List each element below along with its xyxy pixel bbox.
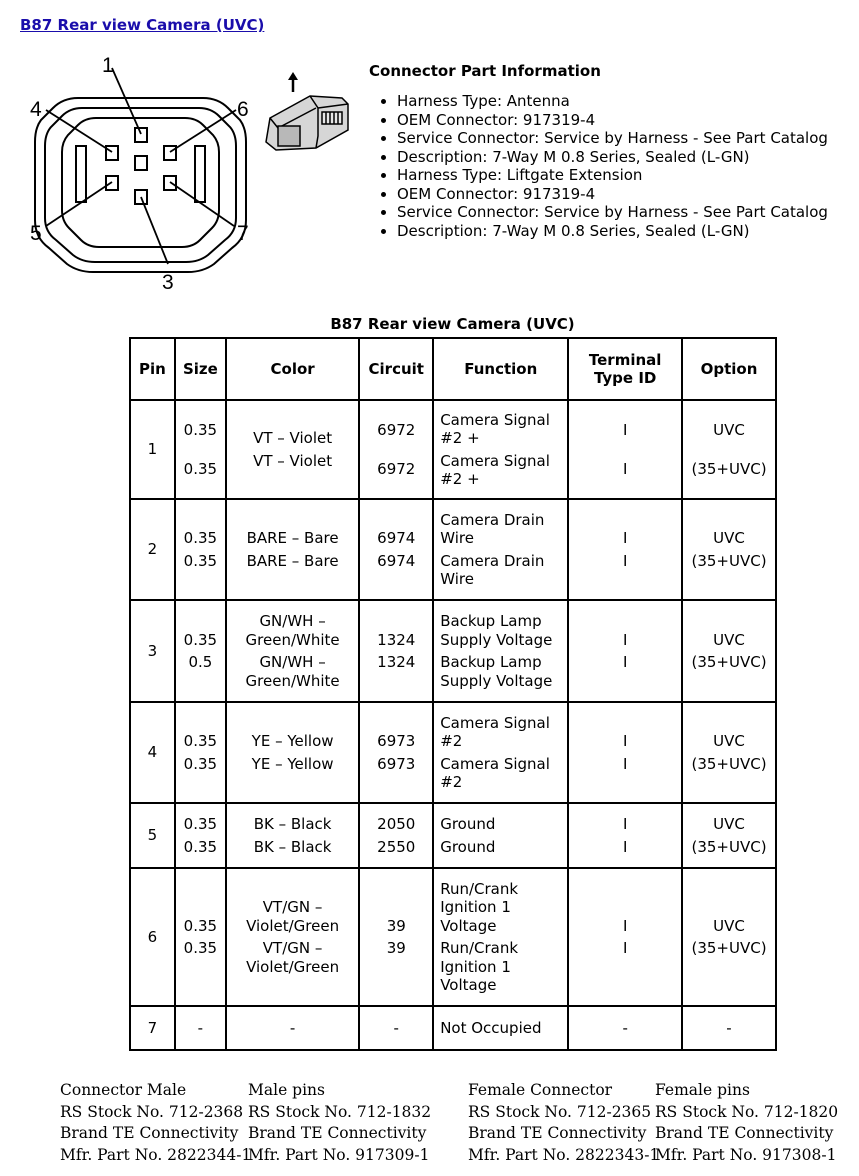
cell-circuit-value: 1324 [377, 630, 416, 649]
cell-size-value: 0.35 [183, 939, 218, 957]
header-terminal-type-id: Terminal Type ID [568, 338, 682, 400]
cell-function-value: Camera Signal #2 [440, 754, 550, 791]
connector-face-diagram [18, 50, 263, 300]
cell-option [682, 868, 776, 1006]
pin-callout-4: 4 [30, 98, 42, 121]
footer-line: RS Stock No. 712-2365 [468, 1102, 652, 1121]
cell-size-value: 0.35 [183, 529, 218, 547]
cell-circuit-value: 6974 [377, 529, 416, 547]
cell-terminal-type-id-value: I [622, 754, 628, 773]
cell-function [433, 400, 568, 499]
cell-pin: 2 [130, 499, 175, 600]
cell-terminal-type-id [568, 1006, 682, 1050]
cell-pin: 7 [130, 1006, 175, 1050]
cell-option [682, 400, 776, 499]
cell-function-value: Camera Signal #2 + [440, 410, 550, 447]
cell-pin: 5 [130, 803, 175, 868]
footer-column-male-pins [248, 1080, 431, 1166]
cell-terminal-type-id-value: I [622, 732, 628, 750]
cell-size [175, 400, 226, 499]
pin-callout-7: 7 [237, 222, 249, 245]
cell-terminal-type-id-value: I [622, 551, 628, 570]
cell-color-value: BARE – Bare [246, 551, 339, 570]
cell-circuit [359, 868, 433, 1006]
table-row [130, 1006, 776, 1050]
cell-size-value: 0.35 [183, 837, 218, 856]
cell-color [226, 803, 359, 868]
cell-circuit-value: 39 [386, 916, 406, 935]
footer-line: Brand TE Connectivity [468, 1124, 647, 1142]
cell-color-value: BK – Black [253, 837, 332, 856]
cell-circuit-value: 39 [386, 939, 406, 957]
cell-color-value: GN/WH – Green/White [245, 653, 340, 690]
footer-line: Brand TE Connectivity [60, 1124, 239, 1142]
cell-color-value: - [289, 1018, 296, 1037]
cell-terminal-type-id [568, 600, 682, 702]
cell-pin: 6 [130, 868, 175, 1006]
cell-size-value: 0.35 [183, 459, 218, 478]
footer-line: Brand TE Connectivity [248, 1124, 427, 1142]
cell-pin: 1 [130, 400, 175, 499]
cell-size-value: 0.35 [183, 421, 218, 439]
cell-function [433, 803, 568, 868]
cell-terminal-type-id [568, 499, 682, 600]
cell-circuit-value: 6973 [377, 732, 416, 750]
cell-option [682, 803, 776, 868]
cell-circuit [359, 1006, 433, 1050]
cell-terminal-type-id-value: I [622, 916, 628, 935]
cell-function-value: Camera Signal #2 [440, 713, 550, 750]
info-item: • Description: 7-Way M 0.8 Series, Sealed (L-GN) [397, 222, 859, 241]
cell-function-value: Run/Crank Ignition 1 Voltage [440, 939, 519, 994]
cell-size-value: 0.35 [183, 815, 218, 833]
cell-terminal-type-id [568, 702, 682, 803]
cell-color-value: YE – Yellow [251, 732, 334, 750]
cell-color-value: GN/WH – Green/White [245, 612, 340, 649]
pin-callout-6: 6 [237, 98, 249, 121]
cell-function-value: Camera Drain Wire [440, 551, 545, 588]
pin-callout-3: 3 [162, 271, 174, 294]
cell-option-value: (35+UVC) [691, 939, 767, 957]
cell-circuit [359, 803, 433, 868]
cell-pin: 4 [130, 702, 175, 803]
table-row [130, 803, 776, 868]
cell-circuit-value: 6972 [377, 459, 416, 478]
cell-color [226, 400, 359, 499]
footer-line: Mfr. Part No. 2822344-1 [60, 1145, 252, 1164]
cell-circuit [359, 499, 433, 600]
footer-line: Female Connector [468, 1081, 613, 1099]
cell-color [226, 1006, 359, 1050]
footer-line: Mfr. Part No. 917308-1 [655, 1145, 837, 1164]
cell-color [226, 868, 359, 1006]
table-row [130, 400, 776, 499]
cell-circuit-value: 6974 [377, 551, 416, 570]
cell-function-value: Camera Drain Wire [440, 510, 545, 547]
info-heading: Connector Part Information [369, 62, 601, 80]
pin-callout-1: 1 [102, 54, 114, 77]
info-list [369, 92, 859, 240]
cell-color-value: VT/GN – Violet/Green [246, 898, 340, 935]
cell-option [682, 499, 776, 600]
cell-size-value: - [197, 1018, 204, 1037]
pinout-table [129, 337, 777, 1051]
cell-option-value: UVC [713, 916, 745, 935]
cell-terminal-type-id-value: I [622, 529, 628, 547]
info-item: • OEM Connector: 917319-4 [397, 111, 859, 130]
cell-terminal-type-id-value: I [622, 630, 628, 649]
cell-terminal-type-id-value: I [622, 815, 628, 833]
cell-size [175, 499, 226, 600]
info-item: • Service Connector: Service by Harness - See Part Catalog [397, 203, 859, 222]
cell-option-value: UVC [713, 815, 745, 833]
cell-function-value: Backup Lamp Supply Voltage [440, 653, 553, 690]
cell-circuit [359, 702, 433, 803]
cell-function [433, 499, 568, 600]
cell-size [175, 1006, 226, 1050]
cell-size-value: 0.5 [188, 653, 213, 671]
cell-function-value: Run/Crank Ignition 1 Voltage [440, 879, 519, 935]
cell-color-value: VT – Violet [253, 451, 333, 470]
footer-column-female-pins [655, 1080, 838, 1166]
cell-size-value: 0.35 [183, 630, 218, 649]
cell-circuit-value: 1324 [377, 653, 416, 671]
cell-terminal-type-id-value: I [622, 459, 628, 478]
cell-terminal-type-id [568, 868, 682, 1006]
cell-option [682, 702, 776, 803]
cell-size [175, 803, 226, 868]
cell-terminal-type-id-value: I [622, 421, 628, 439]
cell-size-value: 0.35 [183, 754, 218, 773]
cell-size-value: 0.35 [183, 916, 218, 935]
cell-function [433, 1006, 568, 1050]
cell-size-value: 0.35 [183, 551, 218, 570]
info-item: • Service Connector: Service by Harness - See Part Catalog [397, 129, 859, 148]
cell-circuit-value: 6973 [377, 754, 416, 773]
cell-pin: 3 [130, 600, 175, 702]
table-row [130, 600, 776, 702]
connector-part-information [369, 62, 859, 240]
header-size: Size [175, 338, 226, 400]
cell-terminal-type-id-value: I [622, 653, 628, 671]
footer-line: RS Stock No. 712-2368 [60, 1102, 244, 1121]
cell-option-value: UVC [713, 421, 745, 439]
cell-color-value: VT – Violet [253, 429, 333, 447]
cell-function [433, 868, 568, 1006]
cell-circuit [359, 600, 433, 702]
cell-function-value: Not Occupied [440, 1018, 542, 1037]
footer-line: Brand TE Connectivity [655, 1124, 834, 1142]
info-item: • OEM Connector: 917319-4 [397, 185, 859, 204]
cell-option-value: (35+UVC) [691, 837, 767, 856]
cell-terminal-type-id-value: - [622, 1018, 628, 1037]
cell-option-value: (35+UVC) [691, 754, 767, 773]
cell-function-value: Camera Signal #2 + [440, 451, 550, 488]
cell-circuit-value: 2550 [377, 837, 416, 856]
page-title-link[interactable]: B87 Rear view Camera (UVC) [20, 16, 265, 34]
cell-size [175, 702, 226, 803]
cell-function-value: Backup Lamp Supply Voltage [440, 612, 553, 649]
cell-option-value: (35+UVC) [691, 459, 767, 478]
info-item: • Harness Type: Liftgate Extension [397, 166, 859, 185]
cell-size [175, 600, 226, 702]
connector-plug-icon [258, 68, 358, 168]
cell-size [175, 868, 226, 1006]
info-item: • Description: 7-Way M 0.8 Series, Sealed (L-GN) [397, 148, 859, 167]
pin-callout-5: 5 [30, 222, 42, 245]
footer-line: Female pins [655, 1081, 750, 1099]
cell-function-value: Ground [440, 815, 496, 833]
table-header-row [130, 338, 776, 400]
cell-circuit [359, 400, 433, 499]
table-caption: B87 Rear view Camera (UVC) [330, 315, 575, 333]
cell-color-value: BARE – Bare [246, 529, 339, 547]
cell-option [682, 600, 776, 702]
cell-color [226, 499, 359, 600]
header-circuit: Circuit [359, 338, 433, 400]
cell-terminal-type-id-value: I [622, 837, 628, 856]
footer-column-female-connector [468, 1080, 659, 1166]
arrow-up-icon [288, 72, 298, 92]
cell-option-value: UVC [713, 732, 745, 750]
table-row [130, 868, 776, 1006]
cell-color [226, 600, 359, 702]
footer-line: Mfr. Part No. 917309-1 [248, 1145, 430, 1164]
cell-option-value: (35+UVC) [691, 653, 767, 671]
footer-line: Mfr. Part No. 2822343-1 [468, 1145, 660, 1164]
footer-line: Connector Male [60, 1081, 187, 1099]
cell-function [433, 702, 568, 803]
header-pin: Pin [130, 338, 175, 400]
cell-function [433, 600, 568, 702]
cell-color [226, 702, 359, 803]
table-row [130, 702, 776, 803]
cell-option [682, 1006, 776, 1050]
header-function: Function [433, 338, 568, 400]
cell-option-value: UVC [713, 630, 745, 649]
cell-option-value: - [726, 1018, 732, 1037]
cell-circuit-value: 2050 [377, 815, 416, 833]
cell-color-value: BK – Black [253, 815, 332, 833]
header-color: Color [226, 338, 359, 400]
header-option: Option [682, 338, 776, 400]
cell-terminal-type-id-value: I [622, 939, 628, 957]
cell-option-value: (35+UVC) [691, 551, 767, 570]
cell-terminal-type-id [568, 400, 682, 499]
footer-column-connector-male [60, 1080, 251, 1166]
cell-color-value: VT/GN – Violet/Green [246, 939, 340, 976]
cell-circuit-value: 6972 [377, 421, 416, 439]
info-item: • Harness Type: Antenna [397, 92, 859, 111]
footer-line: Male pins [248, 1081, 325, 1099]
cell-terminal-type-id [568, 803, 682, 868]
cell-function-value: Ground [440, 837, 496, 856]
cell-size-value: 0.35 [183, 732, 218, 750]
footer-line: RS Stock No. 712-1820 [655, 1102, 839, 1121]
footer-line: RS Stock No. 712-1832 [248, 1102, 432, 1121]
cell-color-value: YE – Yellow [251, 754, 334, 773]
table-row [130, 499, 776, 600]
cell-option-value: UVC [713, 529, 745, 547]
cell-circuit-value: - [393, 1018, 399, 1037]
